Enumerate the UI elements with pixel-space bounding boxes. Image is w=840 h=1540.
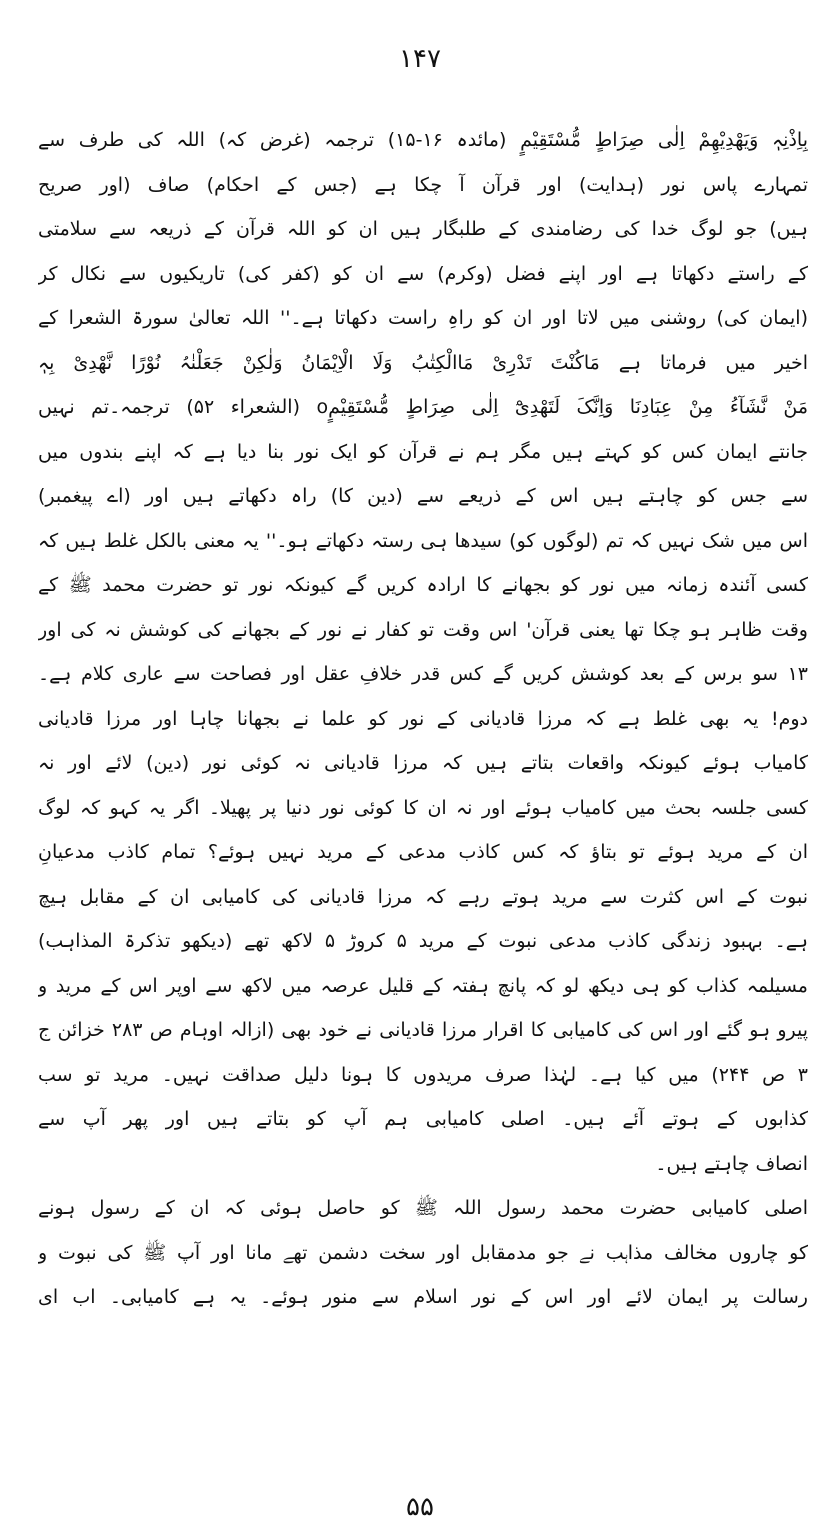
text-line: کے راستے دکھاتا ہے اور اپنے فضل (وکرم) سے ان کو (کفر کی) تاریکیوں سے نکال کر (38, 262, 808, 285)
text-line: جانتے ایمان کس کو کہتے ہیں مگر ہم نے قرآن کو ایک نور بنا دیا ہے کہ اپنے بندوں میں (38, 440, 808, 463)
text-line: بِاِذْنِہٖ وَیَھْدِیْھِمْ اِلٰی صِرَاطٍ مُّسْتَقِیْمٍ (مائدہ ۱۶-۱۵) ترجمہ (غرض کہ) اللہ کی طرف سے (38, 129, 808, 151)
text-line: نبوت کے اس کثرت سے مرید ہوتے رہے کہ مرزا قادیانی کی کامیابی ان کے مقابل ہیچ (38, 885, 808, 908)
text-line: پیرو ہو گئے اور اس کی کامیابی کا اقرار مرزا قادیانی نے خود بھی (ازالہ اوہام ص ۲۸۳ خزائن ج (38, 1019, 808, 1041)
text-line: ہیں) جو لوگ خدا کی رضامندی کے طلبگار ہیں ان کو اللہ قرآن کے ذریعہ سے سلامتی (38, 218, 808, 240)
page-number-bottom: ۵۵ (406, 1492, 434, 1522)
text-line: سے جس کو چاہتے ہیں اس کے ذریعے سے (دین کا) راہ دکھاتے ہیں اور (اے پیغمبر) (38, 485, 808, 507)
text-line: کسی جلسہ بحث میں کامیاب ہوئے اور نہ ان کا کوئی نور دنیا پر پھیلا۔ اگر یہ کہو کہ لوگ (38, 796, 808, 819)
text-line: انصاف چاہتے ہیں۔ (655, 1152, 808, 1175)
text-line: اصلی کامیابی حضرت محمد رسول اللہ ﷺ کو حاصل ہوئی کہ ان کے رسول ہونے (38, 1197, 808, 1219)
text-line: کامیاب ہوئے کیونکہ واقعات بتاتے ہیں کہ مرزا قادیانی نہ کوئی نور (دین) لائے اور نہ (38, 752, 808, 774)
text-line: تمہارے پاس نور (ہدایت) اور قرآن آ چکا ہے (جس کے احکام) صاف (اور صریح (38, 173, 808, 196)
paragraph (38, 697, 808, 1187)
text-line: ان کے مرید ہوئے تو بتاؤ کہ کس کاذب مدعی کے مرید نہیں ہوئے؟ تمام کاذب مدعیانِ (38, 841, 808, 863)
text-line: اس میں شک نہیں کہ تم (لوگوں کو) سیدھا ہی رستہ دکھاتے ہو۔'' یہ معنی بالکل غلط ہیں کہ (38, 529, 808, 552)
text-line: ۱۳ سو برس کے بعد کوشش کریں گے کس قدر خلافِ عقل اور فصاحت سے عاری کلام ہے۔ (38, 663, 808, 685)
text-line: رسالت پر ایمان لائے اور اس کے نور اسلام سے منور ہوئے۔ یہ ہے کامیابی۔ اب ای (38, 1286, 808, 1308)
paragraph (38, 1186, 808, 1320)
body-text (38, 118, 808, 1320)
text-line: (ایمان کی) روشنی میں لاتا اور ان کو راہِ راست دکھاتا ہے۔'' اللہ تعالیٰ سورۃ الشعرا کے (38, 307, 808, 329)
text-line: مَنْ نَّشَآءُ مِنْ عِبَادِنَا وَاِنَّکَ لَتَھْدِیْٓ اِلٰی صِرَاطٍ مُّسْتَقِیْمٍo (الشعراء ۵۲) ترجمہ۔تم نہیں (38, 396, 808, 418)
text-line: وقت ظاہر ہو چکا تھا یعنی قرآن' اس وقت تو کفار نے نور کے بجھانے کی کوشش نہ کی اور (38, 618, 808, 641)
text-line: ہے۔ بہبود زندگی کاذب مدعی نبوت کے مرید ۵ کروڑ ۵ لاکھ تھے (دیکھو تذکرۃ المذاہب) (38, 930, 808, 952)
text-line: دوم! یہ بھی غلط ہے کہ مرزا قادیانی کے نور کو علما نے بجھانا چاہا اور مرزا قادیانی (38, 707, 808, 730)
text-line: ۳ ص ۲۴۴) میں کیا ہے۔ لہٰذا صرف مریدوں کا ہونا دلیل صداقت نہیں۔ مرید تو سب (38, 1063, 808, 1086)
text-line: کسی آئندہ زمانہ میں نور کو بجھانے کا ارادہ کریں گے کیونکہ نور تو حضرت محمد ﷺ کے (38, 574, 808, 596)
text-line: اخیر میں فرماتا ہے مَاکُنْتَ تَدْرِیْ مَاالْکِتٰبُ وَلَا الْاِیْمَانُ وَلٰکِنْ جَعَلْنٰہُ نُوْرًا نَّھْدِیْ بِہٖ (38, 351, 808, 374)
text-line: کذابوں کے ہوتے آئے ہیں۔ اصلی کامیابی ہم آپ کو بتاتے ہیں اور پھر آپ سے (38, 1108, 808, 1130)
text-line: کو چاروں مخالف مذاہب نے جو مدمقابل اور سخت دشمن تھے مانا اور آپ ﷺ کی نبوت و (38, 1241, 808, 1264)
page-number-top: ۱۴۷ (399, 44, 441, 74)
paragraph (38, 118, 808, 697)
text-line: مسیلمہ کذاب کو ہی دیکھ لو کہ پانچ ہفتہ کے قلیل عرصہ میں لاکھ سے اوپر اس کے مرید و (38, 974, 808, 997)
